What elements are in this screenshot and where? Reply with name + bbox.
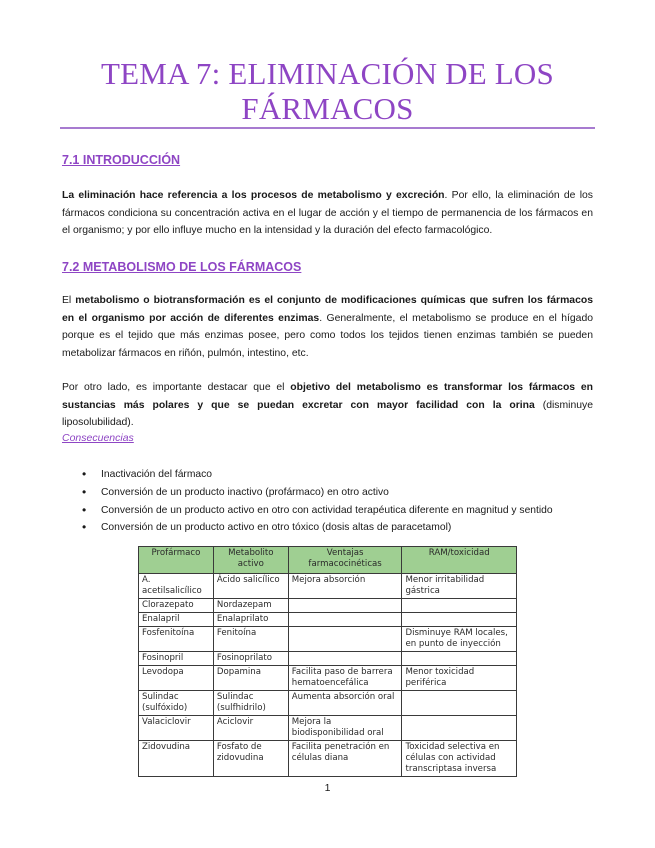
list-item: • Conversión de un producto activo en otro con actividad terapéutica diferente en magnitud y sentido (82, 502, 553, 520)
table-cell (288, 613, 402, 627)
table-cell: Clorazepato (139, 599, 214, 613)
metabolism-paragraph (62, 292, 593, 362)
intro-paragraph (62, 187, 593, 240)
table-cell: Aumenta absorción oral (288, 691, 402, 716)
table-cell: Menor irritabilidad gástrica (402, 574, 517, 599)
section-heading-introduccion: 7.1 INTRODUCCIÓN (62, 153, 181, 167)
table-cell (288, 652, 402, 666)
section-heading-metabolismo: 7.2 METABOLISMO DE LOS FÁRMACOS (62, 260, 302, 274)
table-cell: Enalaprilato (213, 613, 288, 627)
table-cell: Sulindac (sulfhidrilo) (213, 691, 288, 716)
table-row (139, 716, 517, 741)
table-row (139, 691, 517, 716)
table-cell (402, 613, 517, 627)
objective-lead: Por otro lado, es importante destacar que el (62, 382, 291, 393)
document-title: TEMA 7: ELIMINACIÓN DE LOS FÁRMACOS (101, 56, 554, 126)
table-cell: Valaciclovir (139, 716, 214, 741)
prodrug-table (138, 546, 517, 777)
table-cell: Aciclovir (213, 716, 288, 741)
table-cell: Enalapril (139, 613, 214, 627)
metabolism-text: . Generalmente, el metabolismo se produce en el hígado porque es el tejido que más enzimas posee, pero como todos los tejidos tienen enzimas también se pueden metabolizar fármacos en riñón, pulmón, intestino, etc. (62, 312, 594, 359)
table-cell: Sulindac (sulfóxido) (139, 691, 214, 716)
table-cell (288, 599, 402, 613)
table-cell: Ácido salicílico (213, 574, 288, 599)
table-row (139, 599, 517, 613)
table-row (139, 741, 517, 777)
table-cell: Dopamina (213, 666, 288, 691)
table-cell: Fosfato de zidovudina (213, 741, 288, 777)
table-row (139, 666, 517, 691)
table-row (139, 613, 517, 627)
column-header: Profármaco (139, 547, 214, 574)
column-header: Ventajas farmacocinéticas (288, 547, 402, 574)
intro-text: . Por ello, la eliminación de los fármacos condiciona su concentración activa en el lugar de acción y el tiempo de permanencia de los fármacos en el organismo; y por ello influye mucho en la intensidad y la duración del efecto farmacológico. (62, 190, 593, 236)
table-cell (288, 627, 402, 652)
table-row (139, 627, 517, 652)
table-cell: Fosinoprilato (213, 652, 288, 666)
table-cell (402, 599, 517, 613)
metabolism-bold-text: metabolismo o biotransformación es el conjunto de modificaciones químicas que sufren los fármacos en el organismo por acción de diferentes enzimas (62, 295, 593, 324)
title-divider (60, 127, 595, 129)
table-cell: Nordazepam (213, 599, 288, 613)
table-cell (402, 691, 517, 716)
table-cell: Facilita paso de barrera hematoencefálica (288, 666, 402, 691)
objective-bold-text: objetivo del metabolismo es transformar los fármacos en sustancias más polares y que se puedan excretar con mayor facilidad con la orina (62, 382, 593, 411)
list-item: • Inactivación del fármaco (82, 466, 553, 484)
column-header: RAM/toxicidad (402, 547, 517, 574)
table-cell: Levodopa (139, 666, 214, 691)
consequences-link[interactable]: Consecuencias (62, 432, 134, 444)
table-cell: Zidovudina (139, 741, 214, 777)
page-number: 1 (324, 782, 331, 794)
table-cell: Menor toxicidad periférica (402, 666, 517, 691)
column-header: Metabolito activo (213, 547, 288, 574)
table-row (139, 652, 517, 666)
table-cell: Disminuye RAM locales, en punto de inyección (402, 627, 517, 652)
table-cell: Toxicidad selectiva en células con actividad transcriptasa inversa (402, 741, 517, 777)
table-cell: Mejora absorción (288, 574, 402, 599)
table-cell: Fosfenitoína (139, 627, 214, 652)
table-header-row (139, 547, 517, 574)
objective-paragraph (62, 379, 593, 432)
table-row (139, 574, 517, 599)
table-cell: Fenitoína (213, 627, 288, 652)
table-cell (402, 652, 517, 666)
consequences-list (82, 466, 553, 537)
intro-bold-text: La eliminación hace referencia a los procesos de metabolismo y excreción (62, 190, 445, 201)
table-cell: Mejora la biodisponibilidad oral (288, 716, 402, 741)
objective-text: (disminuye liposolubilidad). (62, 399, 593, 428)
table-cell: Facilita penetración en células diana (288, 741, 402, 777)
list-item: • Conversión de un producto activo en otro tóxico (dosis altas de paracetamol) (82, 519, 553, 537)
metabolism-lead: El (62, 295, 76, 306)
table-cell: Fosinopril (139, 652, 214, 666)
list-item: • Conversión de un producto inactivo (profármaco) en otro activo (82, 484, 553, 502)
table-cell (402, 716, 517, 741)
table-cell: A. acetilsalicílico (139, 574, 214, 599)
